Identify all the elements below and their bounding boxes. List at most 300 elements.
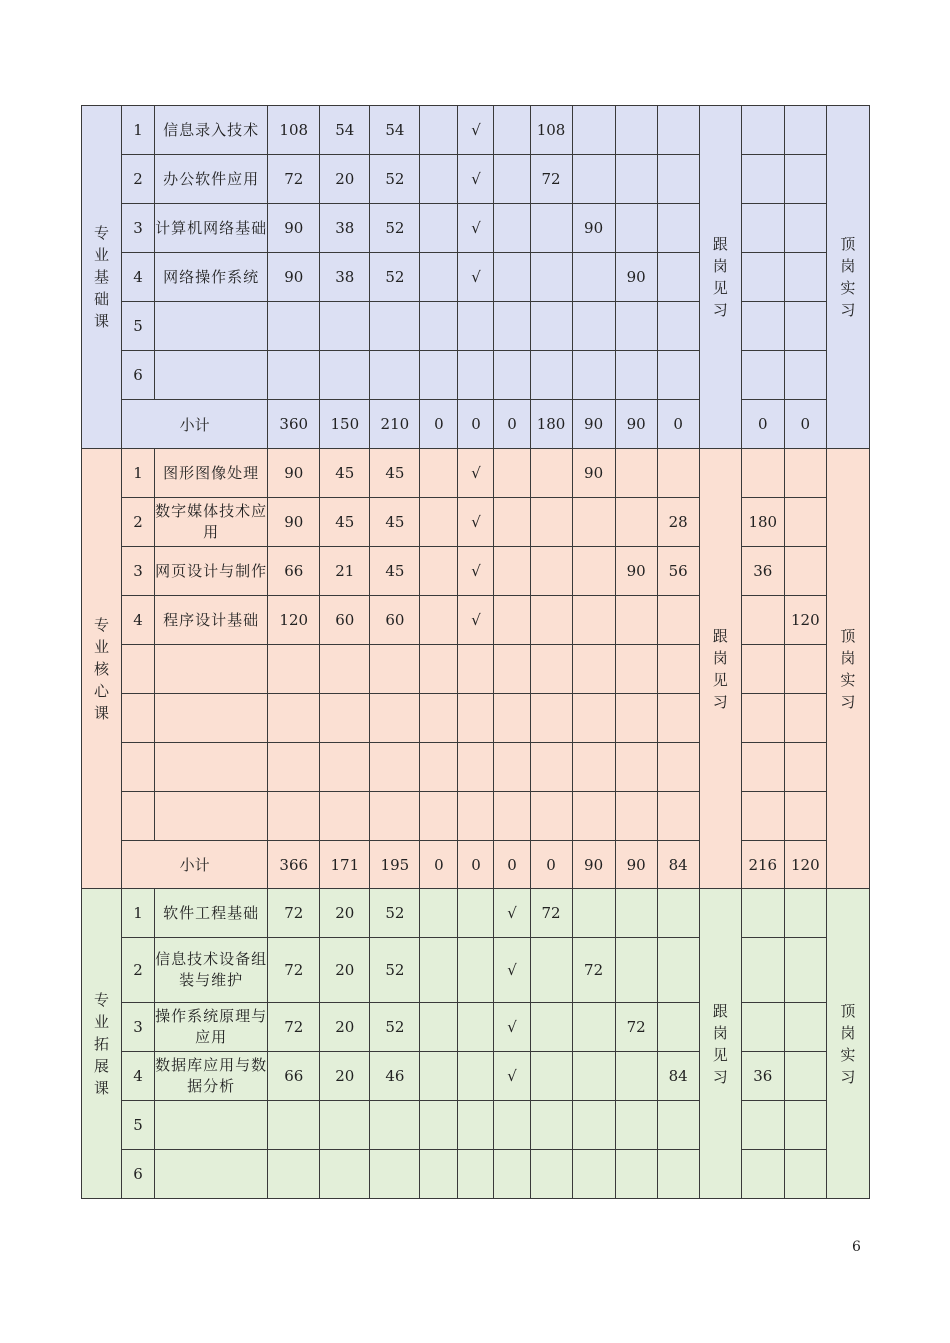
cell-s2 <box>572 1052 615 1101</box>
cell-practice: 45 <box>370 547 420 596</box>
cell-s6 <box>784 449 826 498</box>
cell-s1: 108 <box>530 106 572 155</box>
cell-s4: 84 <box>657 1052 699 1101</box>
cell-check2 <box>494 204 530 253</box>
cell-s5 <box>741 253 784 302</box>
cell-exam <box>420 792 458 841</box>
cell-s3 <box>615 449 657 498</box>
section-label-text: 专业核心课 <box>94 615 110 722</box>
cell-s2 <box>572 155 615 204</box>
cell-s6 <box>784 498 826 547</box>
course-number: 6 <box>122 1150 155 1199</box>
cell-exam <box>420 1150 458 1199</box>
subtotal-label: 小计 <box>122 400 268 449</box>
subtotal-practice: 210 <box>370 400 420 449</box>
table-row <box>82 1150 870 1199</box>
cell-exam <box>420 1052 458 1101</box>
cell-total <box>268 1101 320 1150</box>
course-number: 2 <box>122 155 155 204</box>
course-number: 3 <box>122 1003 155 1052</box>
subtotal-check2: 0 <box>494 841 530 889</box>
cell-exam <box>420 645 458 694</box>
cell-s5: 36 <box>741 1052 784 1101</box>
cell-s5: 180 <box>741 498 784 547</box>
subtotal-s1: 180 <box>530 400 572 449</box>
cell-s5 <box>741 204 784 253</box>
cell-check2 <box>494 498 530 547</box>
cell-practice <box>370 351 420 400</box>
cell-s5 <box>741 1101 784 1150</box>
course-number: 2 <box>122 938 155 1003</box>
cell-exam <box>420 889 458 938</box>
subtotal-check: 0 <box>458 400 494 449</box>
cell-s3 <box>615 1101 657 1150</box>
course-name: 信息技术设备组装与维护 <box>155 938 268 1003</box>
cell-s2 <box>572 498 615 547</box>
cell-theory <box>320 743 370 792</box>
side-label-left <box>699 889 741 1199</box>
cell-s3 <box>615 498 657 547</box>
cell-theory: 20 <box>320 889 370 938</box>
subtotal-s2: 90 <box>572 400 615 449</box>
cell-s4 <box>657 253 699 302</box>
subtotal-total: 360 <box>268 400 320 449</box>
cell-s6: 120 <box>784 596 826 645</box>
cell-s6 <box>784 1003 826 1052</box>
cell-s2: 90 <box>572 449 615 498</box>
cell-exam <box>420 106 458 155</box>
cell-s4 <box>657 155 699 204</box>
cell-practice: 54 <box>370 106 420 155</box>
course-number <box>122 694 155 743</box>
section-label <box>82 106 122 449</box>
cell-theory <box>320 351 370 400</box>
course-number <box>122 743 155 792</box>
cell-check: √ <box>458 498 494 547</box>
cell-check2 <box>494 694 530 743</box>
cell-s1 <box>530 547 572 596</box>
cell-practice: 52 <box>370 938 420 1003</box>
cell-total <box>268 351 320 400</box>
cell-s5 <box>741 694 784 743</box>
cell-total <box>268 694 320 743</box>
course-name: 办公软件应用 <box>155 155 268 204</box>
course-name: 计算机网络基础 <box>155 204 268 253</box>
course-number: 1 <box>122 449 155 498</box>
cell-s6 <box>784 743 826 792</box>
table-row <box>82 1052 870 1101</box>
cell-check2 <box>494 1101 530 1150</box>
cell-s5 <box>741 645 784 694</box>
cell-s3 <box>615 1150 657 1199</box>
cell-s6 <box>784 351 826 400</box>
cell-total: 90 <box>268 449 320 498</box>
cell-theory: 20 <box>320 1003 370 1052</box>
cell-practice <box>370 302 420 351</box>
cell-theory: 54 <box>320 106 370 155</box>
course-number: 3 <box>122 204 155 253</box>
cell-total: 90 <box>268 498 320 547</box>
cell-practice: 45 <box>370 498 420 547</box>
cell-s2 <box>572 302 615 351</box>
side-label-left-text: 跟岗见习 <box>712 626 728 711</box>
cell-s2 <box>572 596 615 645</box>
cell-theory: 38 <box>320 204 370 253</box>
cell-s4 <box>657 106 699 155</box>
cell-theory <box>320 302 370 351</box>
cell-exam <box>420 596 458 645</box>
cell-check: √ <box>458 547 494 596</box>
cell-s2 <box>572 792 615 841</box>
page-number: 6 <box>852 1239 861 1255</box>
cell-s6 <box>784 792 826 841</box>
cell-total: 72 <box>268 889 320 938</box>
cell-theory: 38 <box>320 253 370 302</box>
course-name: 图形图像处理 <box>155 449 268 498</box>
cell-theory: 45 <box>320 449 370 498</box>
cell-s1 <box>530 302 572 351</box>
cell-s1 <box>530 792 572 841</box>
cell-practice: 60 <box>370 596 420 645</box>
cell-s5: 36 <box>741 547 784 596</box>
cell-theory: 20 <box>320 155 370 204</box>
cell-check <box>458 351 494 400</box>
cell-exam <box>420 253 458 302</box>
cell-exam <box>420 547 458 596</box>
table-row <box>82 645 870 694</box>
table-row <box>82 351 870 400</box>
cell-s5 <box>741 1003 784 1052</box>
cell-s3 <box>615 204 657 253</box>
side-label-right-text: 顶岗实习 <box>840 626 856 711</box>
cell-total <box>268 743 320 792</box>
subtotal-row <box>82 400 870 449</box>
subtotal-label: 小计 <box>122 841 268 889</box>
cell-total: 66 <box>268 1052 320 1101</box>
cell-exam <box>420 694 458 743</box>
cell-theory: 60 <box>320 596 370 645</box>
cell-s1: 72 <box>530 155 572 204</box>
cell-s2: 90 <box>572 204 615 253</box>
table-row <box>82 1003 870 1052</box>
cell-s6 <box>784 547 826 596</box>
side-label-left-text: 跟岗见习 <box>712 235 728 319</box>
course-name: 程序设计基础 <box>155 596 268 645</box>
course-name: 网页设计与制作 <box>155 547 268 596</box>
course-name: 操作系统原理与应用 <box>155 1003 268 1052</box>
cell-s4 <box>657 743 699 792</box>
course-number <box>122 792 155 841</box>
course-number: 5 <box>122 1101 155 1150</box>
subtotal-exam: 0 <box>420 841 458 889</box>
cell-total: 90 <box>268 204 320 253</box>
cell-s5 <box>741 155 784 204</box>
cell-s2 <box>572 547 615 596</box>
cell-practice: 52 <box>370 253 420 302</box>
cell-s3 <box>615 792 657 841</box>
cell-check2: √ <box>494 1052 530 1101</box>
cell-s1 <box>530 1150 572 1199</box>
cell-s2: 72 <box>572 938 615 1003</box>
cell-theory: 21 <box>320 547 370 596</box>
side-label-left <box>699 106 741 449</box>
subtotal-s6: 120 <box>784 841 826 889</box>
course-name: 信息录入技术 <box>155 106 268 155</box>
table-row <box>82 596 870 645</box>
course-name <box>155 351 268 400</box>
cell-s5 <box>741 351 784 400</box>
course-name <box>155 302 268 351</box>
cell-s5 <box>741 449 784 498</box>
subtotal-s6: 0 <box>784 400 826 449</box>
cell-s3 <box>615 889 657 938</box>
cell-s5 <box>741 1150 784 1199</box>
cell-s6 <box>784 889 826 938</box>
subtotal-s4: 84 <box>657 841 699 889</box>
cell-s4 <box>657 889 699 938</box>
cell-check <box>458 1101 494 1150</box>
course-name <box>155 1101 268 1150</box>
cell-s2 <box>572 253 615 302</box>
cell-total: 72 <box>268 1003 320 1052</box>
course-name: 软件工程基础 <box>155 889 268 938</box>
cell-s1 <box>530 498 572 547</box>
cell-check <box>458 938 494 1003</box>
cell-practice <box>370 1150 420 1199</box>
cell-check: √ <box>458 253 494 302</box>
course-number: 6 <box>122 351 155 400</box>
cell-s3 <box>615 694 657 743</box>
cell-s4 <box>657 1101 699 1150</box>
cell-theory <box>320 1101 370 1150</box>
cell-s1 <box>530 645 572 694</box>
cell-s6 <box>784 106 826 155</box>
course-name <box>155 694 268 743</box>
cell-s6 <box>784 253 826 302</box>
cell-s4 <box>657 449 699 498</box>
cell-s2 <box>572 1003 615 1052</box>
cell-s4 <box>657 1150 699 1199</box>
cell-theory: 20 <box>320 1052 370 1101</box>
section-label-text: 专业基础课 <box>94 224 110 330</box>
cell-s1 <box>530 743 572 792</box>
cell-s6 <box>784 1150 826 1199</box>
cell-check <box>458 1150 494 1199</box>
subtotal-s4: 0 <box>657 400 699 449</box>
subtotal-s5: 216 <box>741 841 784 889</box>
cell-check2 <box>494 645 530 694</box>
cell-theory: 45 <box>320 498 370 547</box>
course-number: 2 <box>122 498 155 547</box>
cell-s1 <box>530 938 572 1003</box>
cell-check: √ <box>458 155 494 204</box>
cell-theory <box>320 792 370 841</box>
side-label-right-text: 顶岗实习 <box>840 235 856 319</box>
course-number: 4 <box>122 1052 155 1101</box>
cell-s1 <box>530 1101 572 1150</box>
cell-check2 <box>494 253 530 302</box>
cell-check <box>458 1052 494 1101</box>
cell-check2 <box>494 792 530 841</box>
cell-s1 <box>530 204 572 253</box>
cell-theory <box>320 694 370 743</box>
cell-check <box>458 645 494 694</box>
cell-exam <box>420 449 458 498</box>
cell-total <box>268 1150 320 1199</box>
course-number: 1 <box>122 889 155 938</box>
cell-s1 <box>530 253 572 302</box>
cell-check: √ <box>458 596 494 645</box>
cell-s2 <box>572 694 615 743</box>
cell-check: √ <box>458 449 494 498</box>
side-label-left <box>699 449 741 889</box>
subtotal-s2: 90 <box>572 841 615 889</box>
cell-s4 <box>657 694 699 743</box>
cell-s3 <box>615 351 657 400</box>
cell-exam <box>420 743 458 792</box>
cell-s6 <box>784 938 826 1003</box>
course-number: 5 <box>122 302 155 351</box>
cell-s3 <box>615 938 657 1003</box>
cell-s1 <box>530 694 572 743</box>
cell-s4 <box>657 792 699 841</box>
cell-s2 <box>572 889 615 938</box>
cell-total <box>268 792 320 841</box>
cell-s6 <box>784 694 826 743</box>
cell-s5 <box>741 792 784 841</box>
side-label-right <box>826 106 869 449</box>
cell-exam <box>420 1003 458 1052</box>
table-row <box>82 106 870 155</box>
cell-s4 <box>657 351 699 400</box>
cell-s1 <box>530 449 572 498</box>
cell-s1 <box>530 596 572 645</box>
cell-s3: 90 <box>615 253 657 302</box>
cell-check2 <box>494 596 530 645</box>
cell-s3 <box>615 743 657 792</box>
course-name: 数字媒体技术应用 <box>155 498 268 547</box>
cell-s3 <box>615 106 657 155</box>
table-row <box>82 1101 870 1150</box>
cell-check <box>458 743 494 792</box>
cell-check2 <box>494 449 530 498</box>
cell-check2 <box>494 743 530 792</box>
cell-s4 <box>657 302 699 351</box>
cell-exam <box>420 302 458 351</box>
subtotal-s3: 90 <box>615 841 657 889</box>
cell-check: √ <box>458 204 494 253</box>
cell-s1 <box>530 1052 572 1101</box>
cell-check <box>458 694 494 743</box>
cell-exam <box>420 938 458 1003</box>
cell-check <box>458 792 494 841</box>
cell-check2 <box>494 547 530 596</box>
cell-s6 <box>784 1101 826 1150</box>
section-label <box>82 889 122 1199</box>
cell-s6 <box>784 155 826 204</box>
cell-s2 <box>572 1150 615 1199</box>
cell-check2 <box>494 1150 530 1199</box>
cell-check2 <box>494 351 530 400</box>
cell-check <box>458 302 494 351</box>
subtotal-check2: 0 <box>494 400 530 449</box>
table-row <box>82 155 870 204</box>
cell-s4: 56 <box>657 547 699 596</box>
side-label-right-text: 顶岗实习 <box>840 1001 856 1086</box>
cell-s4 <box>657 938 699 1003</box>
table-row <box>82 792 870 841</box>
cell-s4 <box>657 1003 699 1052</box>
table-row <box>82 498 870 547</box>
section-label-text: 专业拓展课 <box>94 990 110 1097</box>
cell-s2 <box>572 106 615 155</box>
cell-check2 <box>494 155 530 204</box>
cell-practice: 45 <box>370 449 420 498</box>
subtotal-exam: 0 <box>420 400 458 449</box>
cell-check <box>458 1003 494 1052</box>
subtotal-check: 0 <box>458 841 494 889</box>
course-name: 网络操作系统 <box>155 253 268 302</box>
cell-s1: 72 <box>530 889 572 938</box>
cell-practice: 52 <box>370 204 420 253</box>
cell-theory: 20 <box>320 938 370 1003</box>
cell-s1 <box>530 351 572 400</box>
cell-total <box>268 645 320 694</box>
subtotal-practice: 195 <box>370 841 420 889</box>
cell-practice <box>370 1101 420 1150</box>
table-row <box>82 204 870 253</box>
cell-exam <box>420 498 458 547</box>
cell-s6 <box>784 204 826 253</box>
subtotal-theory: 150 <box>320 400 370 449</box>
cell-s2 <box>572 645 615 694</box>
course-number <box>122 645 155 694</box>
cell-practice <box>370 792 420 841</box>
table-row <box>82 694 870 743</box>
side-label-right <box>826 449 869 889</box>
cell-s4 <box>657 204 699 253</box>
cell-check <box>458 889 494 938</box>
table-row <box>82 547 870 596</box>
subtotal-s1: 0 <box>530 841 572 889</box>
course-name <box>155 792 268 841</box>
subtotal-row <box>82 841 870 889</box>
course-name <box>155 645 268 694</box>
subtotal-s5: 0 <box>741 400 784 449</box>
cell-theory <box>320 645 370 694</box>
curriculum-table <box>81 105 870 1199</box>
course-name: 数据库应用与数据分析 <box>155 1052 268 1101</box>
cell-check2: √ <box>494 938 530 1003</box>
cell-s5 <box>741 938 784 1003</box>
cell-s5 <box>741 302 784 351</box>
cell-check2: √ <box>494 1003 530 1052</box>
cell-s3 <box>615 645 657 694</box>
subtotal-s3: 90 <box>615 400 657 449</box>
cell-s5 <box>741 743 784 792</box>
cell-s5 <box>741 596 784 645</box>
course-name <box>155 743 268 792</box>
table-row <box>82 449 870 498</box>
cell-s3: 72 <box>615 1003 657 1052</box>
course-name <box>155 1150 268 1199</box>
course-number: 4 <box>122 596 155 645</box>
course-number: 3 <box>122 547 155 596</box>
course-number: 4 <box>122 253 155 302</box>
cell-s3 <box>615 155 657 204</box>
cell-practice: 52 <box>370 1003 420 1052</box>
cell-check2: √ <box>494 889 530 938</box>
